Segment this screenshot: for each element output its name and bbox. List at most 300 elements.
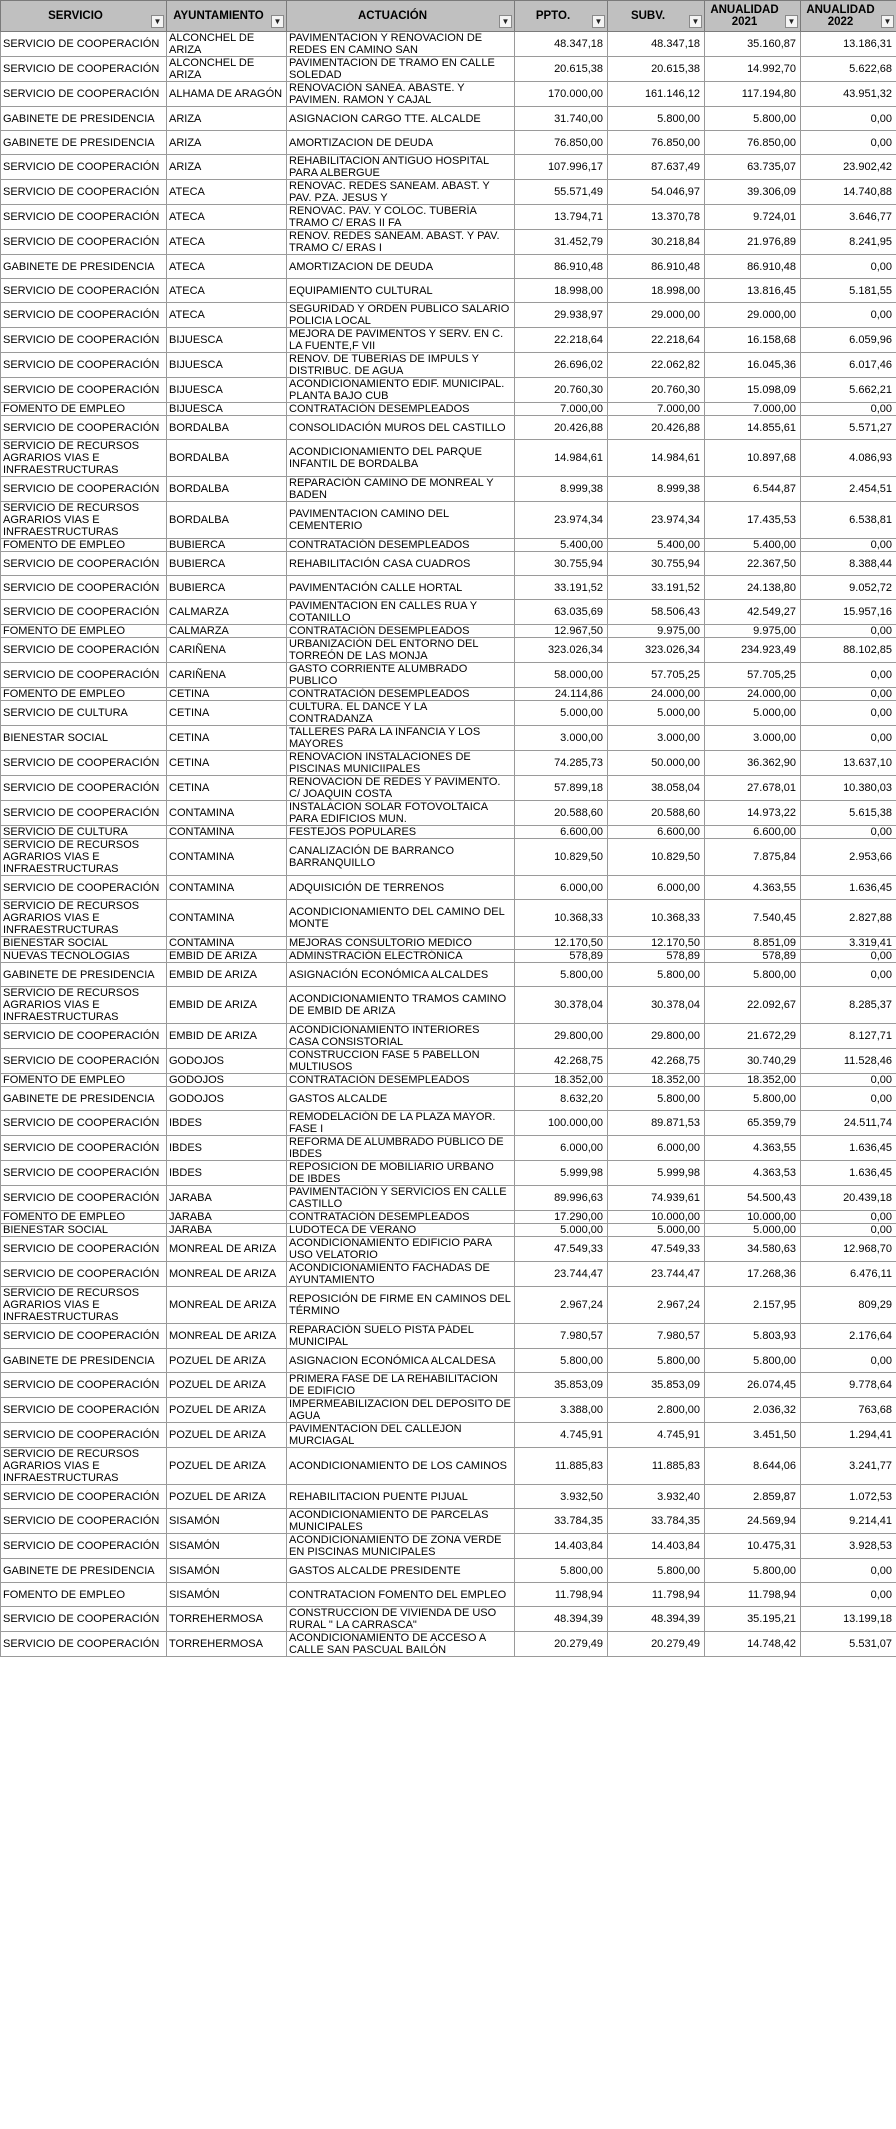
cell-anualidad-2022[interactable]: 0,00 xyxy=(801,726,896,751)
cell-anualidad-2021[interactable]: 24.138,80 xyxy=(705,576,801,600)
cell-servicio[interactable]: SERVICIO DE COOPERACIÓN xyxy=(1,876,167,900)
cell-ppto[interactable]: 5.800,00 xyxy=(515,1559,608,1583)
cell-ayuntamiento[interactable]: BIJUESCA xyxy=(167,403,287,416)
cell-servicio[interactable]: SERVICIO DE COOPERACIÓN xyxy=(1,1324,167,1349)
cell-servicio[interactable]: FOMENTO DE EMPLEO xyxy=(1,1211,167,1224)
cell-anualidad-2021[interactable]: 7.540,45 xyxy=(705,900,801,937)
cell-anualidad-2021[interactable]: 35.195,21 xyxy=(705,1607,801,1632)
cell-anualidad-2022[interactable]: 0,00 xyxy=(801,131,896,155)
cell-ppto[interactable]: 7.980,57 xyxy=(515,1324,608,1349)
cell-ppto[interactable]: 55.571,49 xyxy=(515,180,608,205)
cell-actuacion[interactable]: ADMINSTRACIÓN ELECTRÓNICA xyxy=(287,950,515,963)
cell-actuacion[interactable]: CONTRATACIÓN DESEMPLEADOS xyxy=(287,539,515,552)
cell-anualidad-2022[interactable]: 2.827,88 xyxy=(801,900,896,937)
cell-actuacion[interactable]: SEGURIDAD Y ORDEN PUBLICO SALARIO POLICIA LOCAL xyxy=(287,303,515,328)
cell-subv[interactable]: 5.400,00 xyxy=(608,539,705,552)
cell-actuacion[interactable]: ACONDICIONAMIENTO DE ZONA VERDE EN PISCINAS MUNICIPALES xyxy=(287,1534,515,1559)
cell-anualidad-2021[interactable]: 22.092,67 xyxy=(705,987,801,1024)
cell-ayuntamiento[interactable]: CETINA xyxy=(167,688,287,701)
cell-ppto[interactable]: 86.910,48 xyxy=(515,255,608,279)
cell-anualidad-2022[interactable]: 5.571,27 xyxy=(801,416,896,440)
cell-subv[interactable]: 50.000,00 xyxy=(608,751,705,776)
cell-servicio[interactable]: SERVICIO DE COOPERACIÓN xyxy=(1,751,167,776)
cell-anualidad-2021[interactable]: 578,89 xyxy=(705,950,801,963)
cell-subv[interactable]: 11.798,94 xyxy=(608,1583,705,1607)
cell-anualidad-2022[interactable]: 1.294,41 xyxy=(801,1423,896,1448)
cell-subv[interactable]: 20.279,49 xyxy=(608,1632,705,1657)
cell-servicio[interactable]: GABINETE DE PRESIDENCIA xyxy=(1,131,167,155)
cell-ppto[interactable]: 76.850,00 xyxy=(515,131,608,155)
cell-anualidad-2022[interactable]: 5.615,38 xyxy=(801,801,896,826)
cell-servicio[interactable]: SERVICIO DE COOPERACIÓN xyxy=(1,1237,167,1262)
cell-ppto[interactable]: 7.000,00 xyxy=(515,403,608,416)
filter-dropdown-icon[interactable]: ▼ xyxy=(151,15,164,28)
cell-actuacion[interactable]: RENOVACION INSTALACIONES DE PISCINAS MUNICIIPALES xyxy=(287,751,515,776)
cell-ayuntamiento[interactable]: ARIZA xyxy=(167,131,287,155)
cell-actuacion[interactable]: CANALIZACIÓN DE BARRANCO BARRANQUILLO xyxy=(287,839,515,876)
cell-ayuntamiento[interactable]: ATECA xyxy=(167,205,287,230)
cell-ppto[interactable]: 5.000,00 xyxy=(515,1224,608,1237)
cell-anualidad-2022[interactable]: 5.181,55 xyxy=(801,279,896,303)
cell-servicio[interactable]: SERVICIO DE COOPERACIÓN xyxy=(1,552,167,576)
cell-anualidad-2022[interactable]: 3.928,53 xyxy=(801,1534,896,1559)
cell-servicio[interactable]: SERVICIO DE COOPERACIÓN xyxy=(1,477,167,502)
cell-ayuntamiento[interactable]: CONTAMINA xyxy=(167,826,287,839)
cell-subv[interactable]: 20.426,88 xyxy=(608,416,705,440)
cell-ppto[interactable]: 4.745,91 xyxy=(515,1423,608,1448)
cell-actuacion[interactable]: CONSTRUCCION FASE 5 PABELLON MULTIUSOS xyxy=(287,1049,515,1074)
cell-anualidad-2021[interactable]: 7.000,00 xyxy=(705,403,801,416)
cell-anualidad-2021[interactable]: 2.859,87 xyxy=(705,1485,801,1509)
cell-anualidad-2021[interactable]: 65.359,79 xyxy=(705,1111,801,1136)
cell-ppto[interactable]: 57.899,18 xyxy=(515,776,608,801)
cell-servicio[interactable]: GABINETE DE PRESIDENCIA xyxy=(1,107,167,131)
cell-servicio[interactable]: SERVICIO DE COOPERACIÓN xyxy=(1,1049,167,1074)
cell-anualidad-2021[interactable]: 8.851,09 xyxy=(705,937,801,950)
cell-anualidad-2021[interactable]: 18.352,00 xyxy=(705,1074,801,1087)
cell-anualidad-2021[interactable]: 29.000,00 xyxy=(705,303,801,328)
cell-subv[interactable]: 5.800,00 xyxy=(608,1559,705,1583)
cell-anualidad-2021[interactable]: 5.400,00 xyxy=(705,539,801,552)
cell-subv[interactable]: 89.871,53 xyxy=(608,1111,705,1136)
cell-servicio[interactable]: FOMENTO DE EMPLEO xyxy=(1,688,167,701)
cell-anualidad-2022[interactable]: 763,68 xyxy=(801,1398,896,1423)
cell-anualidad-2022[interactable]: 8.127,71 xyxy=(801,1024,896,1049)
cell-subv[interactable]: 23.974,34 xyxy=(608,502,705,539)
cell-anualidad-2021[interactable]: 7.875,84 xyxy=(705,839,801,876)
cell-servicio[interactable]: SERVICIO DE COOPERACIÓN xyxy=(1,600,167,625)
cell-ayuntamiento[interactable]: MONREAL DE ARIZA xyxy=(167,1262,287,1287)
cell-subv[interactable]: 22.218,64 xyxy=(608,328,705,353)
cell-subv[interactable]: 6.000,00 xyxy=(608,1136,705,1161)
cell-anualidad-2021[interactable]: 14.748,42 xyxy=(705,1632,801,1657)
cell-actuacion[interactable]: PAVIMENTACIÓN Y SERVICIOS EN CALLE CASTILLO xyxy=(287,1186,515,1211)
cell-anualidad-2022[interactable]: 5.531,07 xyxy=(801,1632,896,1657)
cell-ayuntamiento[interactable]: POZUEL DE ARIZA xyxy=(167,1398,287,1423)
cell-anualidad-2021[interactable]: 234.923,49 xyxy=(705,638,801,663)
cell-servicio[interactable]: GABINETE DE PRESIDENCIA xyxy=(1,255,167,279)
cell-ayuntamiento[interactable]: ATECA xyxy=(167,230,287,255)
cell-actuacion[interactable]: RENOV. DE TUBERIAS DE IMPULS Y DISTRIBUC. DE AGUA xyxy=(287,353,515,378)
cell-ayuntamiento[interactable]: BUBIERCA xyxy=(167,552,287,576)
cell-anualidad-2021[interactable]: 13.816,45 xyxy=(705,279,801,303)
cell-anualidad-2022[interactable]: 0,00 xyxy=(801,1211,896,1224)
cell-ppto[interactable]: 5.999,98 xyxy=(515,1161,608,1186)
cell-actuacion[interactable]: FESTEJOS POPULARES xyxy=(287,826,515,839)
cell-ayuntamiento[interactable]: ATECA xyxy=(167,180,287,205)
cell-ppto[interactable]: 35.853,09 xyxy=(515,1373,608,1398)
cell-anualidad-2022[interactable]: 23.902,42 xyxy=(801,155,896,180)
cell-ayuntamiento[interactable]: CONTAMINA xyxy=(167,900,287,937)
cell-ayuntamiento[interactable]: BORDALBA xyxy=(167,477,287,502)
cell-actuacion[interactable]: AMORTIZACION DE DEUDA xyxy=(287,255,515,279)
cell-servicio[interactable]: SERVICIO DE COOPERACIÓN xyxy=(1,638,167,663)
cell-ppto[interactable]: 17.290,00 xyxy=(515,1211,608,1224)
cell-ppto[interactable]: 6.600,00 xyxy=(515,826,608,839)
cell-anualidad-2022[interactable]: 88.102,85 xyxy=(801,638,896,663)
cell-ppto[interactable]: 578,89 xyxy=(515,950,608,963)
cell-actuacion[interactable]: ADQUISICIÓN DE TERRENOS xyxy=(287,876,515,900)
cell-anualidad-2021[interactable]: 36.362,90 xyxy=(705,751,801,776)
cell-subv[interactable]: 33.191,52 xyxy=(608,576,705,600)
cell-subv[interactable]: 38.058,04 xyxy=(608,776,705,801)
cell-ayuntamiento[interactable]: ALCONCHEL DE ARIZA xyxy=(167,32,287,57)
cell-subv[interactable]: 7.980,57 xyxy=(608,1324,705,1349)
cell-anualidad-2022[interactable]: 1.072,53 xyxy=(801,1485,896,1509)
cell-ayuntamiento[interactable]: SISAMÓN xyxy=(167,1509,287,1534)
cell-anualidad-2022[interactable]: 6.017,46 xyxy=(801,353,896,378)
cell-ppto[interactable]: 14.984,61 xyxy=(515,440,608,477)
cell-ppto[interactable]: 11.885,83 xyxy=(515,1448,608,1485)
cell-actuacion[interactable]: CONTRATACIÓN DESEMPLEADOS xyxy=(287,688,515,701)
cell-anualidad-2022[interactable]: 15.957,16 xyxy=(801,600,896,625)
cell-ppto[interactable]: 8.632,20 xyxy=(515,1087,608,1111)
cell-actuacion[interactable]: ASIGNACION CARGO TTE. ALCALDE xyxy=(287,107,515,131)
cell-ppto[interactable]: 26.696,02 xyxy=(515,353,608,378)
cell-ayuntamiento[interactable]: SISAMÓN xyxy=(167,1559,287,1583)
cell-subv[interactable]: 30.218,84 xyxy=(608,230,705,255)
cell-servicio[interactable]: SERVICIO DE COOPERACIÓN xyxy=(1,1161,167,1186)
cell-ayuntamiento[interactable]: SISAMÓN xyxy=(167,1534,287,1559)
cell-servicio[interactable]: SERVICIO DE COOPERACIÓN xyxy=(1,1607,167,1632)
cell-anualidad-2022[interactable]: 24.511,74 xyxy=(801,1111,896,1136)
cell-servicio[interactable]: SERVICIO DE COOPERACIÓN xyxy=(1,303,167,328)
cell-actuacion[interactable]: CONTRATACIÓN DESEMPLEADOS xyxy=(287,625,515,638)
cell-anualidad-2022[interactable]: 3.241,77 xyxy=(801,1448,896,1485)
cell-servicio[interactable]: SERVICIO DE COOPERACIÓN xyxy=(1,1373,167,1398)
cell-subv[interactable]: 2.800,00 xyxy=(608,1398,705,1423)
cell-servicio[interactable]: SERVICIO DE COOPERACIÓN xyxy=(1,230,167,255)
cell-actuacion[interactable]: CONSOLIDACIÓN MUROS DEL CASTILLO xyxy=(287,416,515,440)
cell-servicio[interactable]: FOMENTO DE EMPLEO xyxy=(1,539,167,552)
cell-servicio[interactable]: SERVICIO DE RECURSOS AGRARIOS VIAS E INFRAESTRUCTURAS xyxy=(1,502,167,539)
cell-servicio[interactable]: SERVICIO DE COOPERACIÓN xyxy=(1,1111,167,1136)
cell-subv[interactable]: 8.999,38 xyxy=(608,477,705,502)
cell-anualidad-2021[interactable]: 6.600,00 xyxy=(705,826,801,839)
cell-actuacion[interactable]: CONTRATACION FOMENTO DEL EMPLEO xyxy=(287,1583,515,1607)
cell-subv[interactable]: 86.910,48 xyxy=(608,255,705,279)
cell-actuacion[interactable]: CONSTRUCCION DE VIVIENDA DE USO RURAL " LA CARRASCA" xyxy=(287,1607,515,1632)
cell-subv[interactable]: 30.755,94 xyxy=(608,552,705,576)
cell-anualidad-2021[interactable]: 9.975,00 xyxy=(705,625,801,638)
cell-ppto[interactable]: 29.800,00 xyxy=(515,1024,608,1049)
cell-actuacion[interactable]: ACONDICIONAMIENTO DEL PARQUE INFANTIL DE BORDALBA xyxy=(287,440,515,477)
cell-ayuntamiento[interactable]: TORREHERMOSA xyxy=(167,1632,287,1657)
cell-subv[interactable]: 7.000,00 xyxy=(608,403,705,416)
cell-servicio[interactable]: SERVICIO DE COOPERACIÓN xyxy=(1,663,167,688)
cell-anualidad-2021[interactable]: 4.363,55 xyxy=(705,1136,801,1161)
cell-servicio[interactable]: SERVICIO DE CULTURA xyxy=(1,826,167,839)
cell-ppto[interactable]: 23.744,47 xyxy=(515,1262,608,1287)
cell-anualidad-2021[interactable]: 117.194,80 xyxy=(705,82,801,107)
cell-anualidad-2021[interactable]: 21.976,89 xyxy=(705,230,801,255)
cell-ppto[interactable]: 23.974,34 xyxy=(515,502,608,539)
cell-ayuntamiento[interactable]: ATECA xyxy=(167,255,287,279)
cell-ppto[interactable]: 8.999,38 xyxy=(515,477,608,502)
cell-subv[interactable]: 33.784,35 xyxy=(608,1509,705,1534)
cell-anualidad-2022[interactable]: 9.214,41 xyxy=(801,1509,896,1534)
cell-ayuntamiento[interactable]: BIJUESCA xyxy=(167,353,287,378)
cell-subv[interactable]: 5.800,00 xyxy=(608,1349,705,1373)
cell-anualidad-2022[interactable]: 0,00 xyxy=(801,701,896,726)
cell-anualidad-2021[interactable]: 5.800,00 xyxy=(705,1559,801,1583)
cell-ppto[interactable]: 3.388,00 xyxy=(515,1398,608,1423)
cell-subv[interactable]: 5.000,00 xyxy=(608,1224,705,1237)
cell-ppto[interactable]: 13.794,71 xyxy=(515,205,608,230)
cell-servicio[interactable]: SERVICIO DE COOPERACIÓN xyxy=(1,378,167,403)
cell-actuacion[interactable]: GASTOS ALCALDE xyxy=(287,1087,515,1111)
cell-anualidad-2022[interactable]: 0,00 xyxy=(801,403,896,416)
cell-subv[interactable]: 12.170,50 xyxy=(608,937,705,950)
cell-ppto[interactable]: 63.035,69 xyxy=(515,600,608,625)
cell-anualidad-2022[interactable]: 8.285,37 xyxy=(801,987,896,1024)
cell-ppto[interactable]: 10.829,50 xyxy=(515,839,608,876)
cell-anualidad-2021[interactable]: 2.157,95 xyxy=(705,1287,801,1324)
cell-anualidad-2022[interactable]: 13.199,18 xyxy=(801,1607,896,1632)
cell-servicio[interactable]: SERVICIO DE RECURSOS AGRARIOS VIAS E INFRAESTRUCTURAS xyxy=(1,987,167,1024)
cell-servicio[interactable]: FOMENTO DE EMPLEO xyxy=(1,625,167,638)
cell-servicio[interactable]: SERVICIO DE COOPERACIÓN xyxy=(1,32,167,57)
cell-anualidad-2022[interactable]: 0,00 xyxy=(801,663,896,688)
cell-ayuntamiento[interactable]: SISAMÓN xyxy=(167,1583,287,1607)
cell-servicio[interactable]: SERVICIO DE COOPERACIÓN xyxy=(1,1485,167,1509)
cell-subv[interactable]: 54.046,97 xyxy=(608,180,705,205)
cell-actuacion[interactable]: PAVIMENTACION DE TRAMO EN CALLE SOLEDAD xyxy=(287,57,515,82)
cell-servicio[interactable]: BIENESTAR SOCIAL xyxy=(1,726,167,751)
cell-anualidad-2022[interactable]: 2.176,64 xyxy=(801,1324,896,1349)
cell-anualidad-2021[interactable]: 10.897,68 xyxy=(705,440,801,477)
cell-anualidad-2022[interactable]: 12.968,70 xyxy=(801,1237,896,1262)
cell-servicio[interactable]: SERVICIO DE COOPERACIÓN xyxy=(1,1423,167,1448)
cell-servicio[interactable]: SERVICIO DE RECURSOS AGRARIOS VIAS E INFRAESTRUCTURAS xyxy=(1,1448,167,1485)
cell-anualidad-2021[interactable]: 21.672,29 xyxy=(705,1024,801,1049)
cell-servicio[interactable]: SERVICIO DE COOPERACIÓN xyxy=(1,1136,167,1161)
cell-subv[interactable]: 5.999,98 xyxy=(608,1161,705,1186)
cell-subv[interactable]: 23.744,47 xyxy=(608,1262,705,1287)
cell-anualidad-2022[interactable]: 2.953,66 xyxy=(801,839,896,876)
cell-servicio[interactable]: FOMENTO DE EMPLEO xyxy=(1,1074,167,1087)
cell-servicio[interactable]: SERVICIO DE COOPERACIÓN xyxy=(1,416,167,440)
cell-anualidad-2021[interactable]: 35.160,87 xyxy=(705,32,801,57)
cell-anualidad-2022[interactable]: 1.636,45 xyxy=(801,1136,896,1161)
cell-anualidad-2022[interactable]: 13.637,10 xyxy=(801,751,896,776)
cell-servicio[interactable]: SERVICIO DE COOPERACIÓN xyxy=(1,328,167,353)
cell-anualidad-2022[interactable]: 0,00 xyxy=(801,688,896,701)
cell-subv[interactable]: 22.062,82 xyxy=(608,353,705,378)
cell-ppto[interactable]: 5.000,00 xyxy=(515,701,608,726)
cell-anualidad-2021[interactable]: 16.158,68 xyxy=(705,328,801,353)
cell-subv[interactable]: 35.853,09 xyxy=(608,1373,705,1398)
cell-actuacion[interactable]: ACONDICIONAMIENTO TRAMOS CAMINO DE EMBID DE ARIZA xyxy=(287,987,515,1024)
cell-subv[interactable]: 10.829,50 xyxy=(608,839,705,876)
cell-servicio[interactable]: SERVICIO DE COOPERACIÓN xyxy=(1,1398,167,1423)
cell-actuacion[interactable]: ASIGNACION ECONÓMICA ALCALDESA xyxy=(287,1349,515,1373)
cell-anualidad-2022[interactable]: 11.528,46 xyxy=(801,1049,896,1074)
cell-subv[interactable]: 4.745,91 xyxy=(608,1423,705,1448)
cell-ayuntamiento[interactable]: CONTAMINA xyxy=(167,839,287,876)
cell-actuacion[interactable]: PAVIMENTACIÓN CALLE HORTAL xyxy=(287,576,515,600)
filter-dropdown-icon[interactable]: ▼ xyxy=(881,15,894,28)
cell-ppto[interactable]: 6.000,00 xyxy=(515,876,608,900)
cell-anualidad-2022[interactable]: 2.454,51 xyxy=(801,477,896,502)
cell-actuacion[interactable]: INSTALACION SOLAR FOTOVOLTAICA PARA EDIFICIOS MUN. xyxy=(287,801,515,826)
cell-ppto[interactable]: 20.760,30 xyxy=(515,378,608,403)
cell-anualidad-2021[interactable]: 5.800,00 xyxy=(705,1349,801,1373)
cell-servicio[interactable]: NUEVAS TECNOLOGIAS xyxy=(1,950,167,963)
cell-actuacion[interactable]: REHABILITACION ANTIGUO HOSPITAL PARA ALBERGUE xyxy=(287,155,515,180)
cell-ayuntamiento[interactable]: EMBID DE ARIZA xyxy=(167,987,287,1024)
cell-servicio[interactable]: SERVICIO DE COOPERACIÓN xyxy=(1,82,167,107)
cell-anualidad-2021[interactable]: 24.000,00 xyxy=(705,688,801,701)
cell-anualidad-2021[interactable]: 3.000,00 xyxy=(705,726,801,751)
cell-anualidad-2021[interactable]: 5.000,00 xyxy=(705,1224,801,1237)
cell-ppto[interactable]: 5.800,00 xyxy=(515,1349,608,1373)
cell-actuacion[interactable]: IMPERMEABILIZACION DEL DEPOSITO DE AGUA xyxy=(287,1398,515,1423)
cell-anualidad-2022[interactable]: 3.646,77 xyxy=(801,205,896,230)
cell-anualidad-2022[interactable]: 5.662,21 xyxy=(801,378,896,403)
cell-subv[interactable]: 323.026,34 xyxy=(608,638,705,663)
cell-actuacion[interactable]: REMODELACIÓN DE LA PLAZA MAYOR. FASE I xyxy=(287,1111,515,1136)
cell-ppto[interactable]: 14.403,84 xyxy=(515,1534,608,1559)
cell-ppto[interactable]: 31.452,79 xyxy=(515,230,608,255)
cell-anualidad-2021[interactable]: 17.268,36 xyxy=(705,1262,801,1287)
cell-actuacion[interactable]: AMORTIZACION DE DEUDA xyxy=(287,131,515,155)
cell-anualidad-2022[interactable]: 1.636,45 xyxy=(801,1161,896,1186)
cell-subv[interactable]: 14.403,84 xyxy=(608,1534,705,1559)
cell-actuacion[interactable]: ACONDICIONAMIENTO FACHADAS DE AYUNTAMIENTO xyxy=(287,1262,515,1287)
cell-anualidad-2021[interactable]: 14.855,61 xyxy=(705,416,801,440)
cell-subv[interactable]: 18.352,00 xyxy=(608,1074,705,1087)
cell-anualidad-2021[interactable]: 17.435,53 xyxy=(705,502,801,539)
cell-actuacion[interactable]: PRIMERA FASE DE LA REHABILITACION DE EDIFICIO xyxy=(287,1373,515,1398)
cell-ayuntamiento[interactable]: CARIÑENA xyxy=(167,638,287,663)
filter-dropdown-icon[interactable]: ▼ xyxy=(785,15,798,28)
cell-anualidad-2021[interactable]: 30.740,29 xyxy=(705,1049,801,1074)
cell-servicio[interactable]: FOMENTO DE EMPLEO xyxy=(1,403,167,416)
cell-anualidad-2022[interactable]: 0,00 xyxy=(801,826,896,839)
cell-ayuntamiento[interactable]: IBDES xyxy=(167,1161,287,1186)
cell-ayuntamiento[interactable]: BORDALBA xyxy=(167,440,287,477)
filter-active-icon[interactable]: ▼ xyxy=(271,15,284,28)
cell-anualidad-2022[interactable]: 0,00 xyxy=(801,950,896,963)
cell-actuacion[interactable]: EQUIPAMIENTO CULTURAL xyxy=(287,279,515,303)
cell-anualidad-2021[interactable]: 27.678,01 xyxy=(705,776,801,801)
cell-servicio[interactable]: SERVICIO DE RECURSOS AGRARIOS VIAS E INFRAESTRUCTURAS xyxy=(1,1287,167,1324)
cell-anualidad-2021[interactable]: 10.475,31 xyxy=(705,1534,801,1559)
cell-ayuntamiento[interactable]: CETINA xyxy=(167,751,287,776)
cell-anualidad-2021[interactable]: 4.363,55 xyxy=(705,876,801,900)
cell-actuacion[interactable]: RENOVAC. REDES SANEAM. ABAST. Y PAV. PZA. JESUS Y xyxy=(287,180,515,205)
cell-actuacion[interactable]: MEJORA DE PAVIMENTOS Y SERV. EN C. LA FUENTE,F VII xyxy=(287,328,515,353)
cell-ppto[interactable]: 12.170,50 xyxy=(515,937,608,950)
cell-actuacion[interactable]: ACONDICIONAMIENTO DE PARCELAS MUNICIPALES xyxy=(287,1509,515,1534)
cell-actuacion[interactable]: CONTRATACIÓN DESEMPLEADOS xyxy=(287,403,515,416)
cell-anualidad-2022[interactable]: 0,00 xyxy=(801,1559,896,1583)
cell-anualidad-2021[interactable]: 2.036,32 xyxy=(705,1398,801,1423)
cell-anualidad-2022[interactable]: 0,00 xyxy=(801,255,896,279)
cell-actuacion[interactable]: ACONDICIONAMIENTO DE ACCESO A CALLE SAN PASCUAL BAILÓN xyxy=(287,1632,515,1657)
cell-ayuntamiento[interactable]: ARIZA xyxy=(167,107,287,131)
cell-ayuntamiento[interactable]: EMBID DE ARIZA xyxy=(167,1024,287,1049)
cell-actuacion[interactable]: CONTRATACIÓN DESEMPLEADOS xyxy=(287,1074,515,1087)
cell-ayuntamiento[interactable]: GODOJOS xyxy=(167,1087,287,1111)
cell-anualidad-2021[interactable]: 14.973,22 xyxy=(705,801,801,826)
cell-anualidad-2021[interactable]: 9.724,01 xyxy=(705,205,801,230)
cell-actuacion[interactable]: RENOV. REDES SANEAM. ABAST. Y PAV. TRAMO C/ ERAS I xyxy=(287,230,515,255)
cell-ppto[interactable]: 107.996,17 xyxy=(515,155,608,180)
cell-subv[interactable]: 58.506,43 xyxy=(608,600,705,625)
cell-anualidad-2022[interactable]: 10.380,03 xyxy=(801,776,896,801)
cell-anualidad-2021[interactable]: 6.544,87 xyxy=(705,477,801,502)
cell-anualidad-2021[interactable]: 42.549,27 xyxy=(705,600,801,625)
cell-subv[interactable]: 6.000,00 xyxy=(608,876,705,900)
cell-servicio[interactable]: SERVICIO DE COOPERACIÓN xyxy=(1,576,167,600)
cell-anualidad-2021[interactable]: 3.451,50 xyxy=(705,1423,801,1448)
cell-anualidad-2022[interactable]: 4.086,93 xyxy=(801,440,896,477)
cell-ayuntamiento[interactable]: CONTAMINA xyxy=(167,801,287,826)
cell-ayuntamiento[interactable]: CETINA xyxy=(167,726,287,751)
cell-anualidad-2021[interactable]: 5.000,00 xyxy=(705,701,801,726)
cell-subv[interactable]: 11.885,83 xyxy=(608,1448,705,1485)
cell-subv[interactable]: 10.368,33 xyxy=(608,900,705,937)
cell-servicio[interactable]: SERVICIO DE CULTURA xyxy=(1,701,167,726)
cell-ayuntamiento[interactable]: EMBID DE ARIZA xyxy=(167,963,287,987)
cell-anualidad-2021[interactable]: 5.800,00 xyxy=(705,107,801,131)
cell-ppto[interactable]: 30.755,94 xyxy=(515,552,608,576)
cell-subv[interactable]: 161.146,12 xyxy=(608,82,705,107)
filter-dropdown-icon[interactable]: ▼ xyxy=(499,15,512,28)
cell-subv[interactable]: 9.975,00 xyxy=(608,625,705,638)
cell-servicio[interactable]: SERVICIO DE COOPERACIÓN xyxy=(1,57,167,82)
cell-ppto[interactable]: 29.938,97 xyxy=(515,303,608,328)
cell-ayuntamiento[interactable]: ARIZA xyxy=(167,155,287,180)
cell-ppto[interactable]: 11.798,94 xyxy=(515,1583,608,1607)
cell-servicio[interactable]: SERVICIO DE COOPERACIÓN xyxy=(1,1509,167,1534)
cell-subv[interactable]: 5.000,00 xyxy=(608,701,705,726)
cell-anualidad-2021[interactable]: 76.850,00 xyxy=(705,131,801,155)
cell-ppto[interactable]: 24.114,86 xyxy=(515,688,608,701)
cell-actuacion[interactable]: GASTO CORRIENTE ALUMBRADO PUBLICO xyxy=(287,663,515,688)
cell-ayuntamiento[interactable]: JARABA xyxy=(167,1186,287,1211)
cell-ppto[interactable]: 20.279,49 xyxy=(515,1632,608,1657)
cell-anualidad-2022[interactable]: 0,00 xyxy=(801,963,896,987)
cell-actuacion[interactable]: REHABILITACIÓN CASA CUADROS xyxy=(287,552,515,576)
cell-servicio[interactable]: SERVICIO DE COOPERACIÓN xyxy=(1,180,167,205)
cell-anualidad-2021[interactable]: 14.992,70 xyxy=(705,57,801,82)
cell-anualidad-2021[interactable]: 11.798,94 xyxy=(705,1583,801,1607)
cell-ayuntamiento[interactable]: POZUEL DE ARIZA xyxy=(167,1349,287,1373)
cell-subv[interactable]: 2.967,24 xyxy=(608,1287,705,1324)
